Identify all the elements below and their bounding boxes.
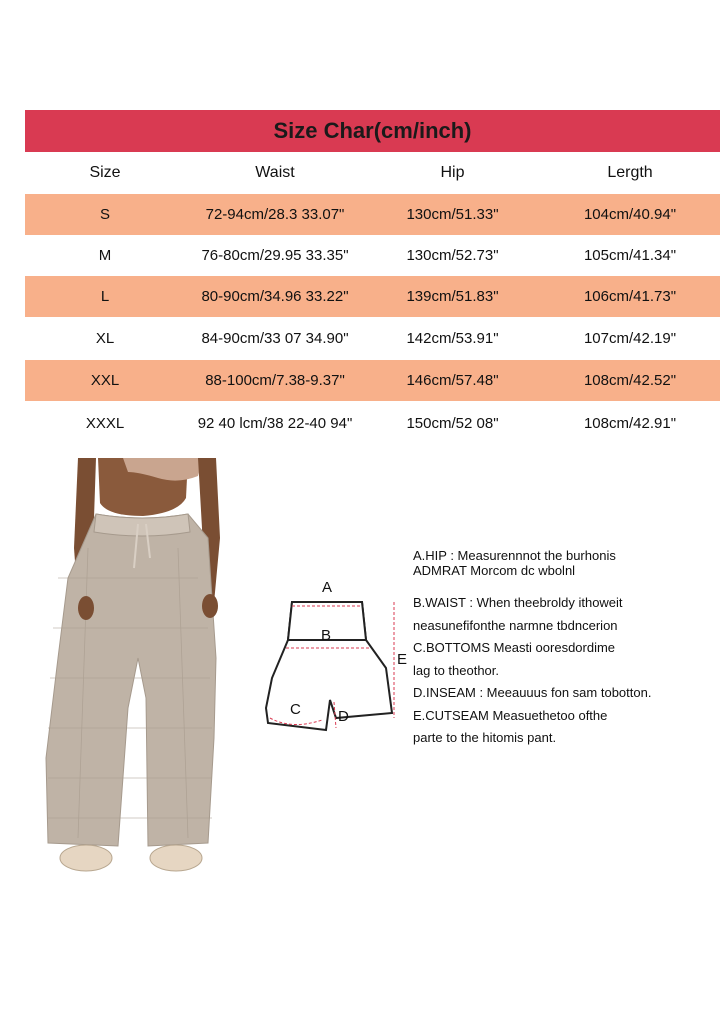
table-row [25, 317, 720, 360]
table-row [25, 276, 720, 317]
note-line: ADMRAT Morcom dc wbolnl [413, 563, 576, 578]
hip-cell: 150cm/52 08" [406, 414, 499, 432]
size-cell: S [99, 206, 110, 223]
header-size: Size [89, 164, 121, 181]
length-cell: 107cm/42.19" [583, 330, 677, 347]
size-cell: XXXL [85, 414, 125, 432]
header-length: Lergth [607, 164, 653, 181]
length-cell: 108cm/42.91" [583, 414, 677, 432]
waist-cell: 88-100cm/7.38-9.37" [205, 372, 345, 389]
hip-cell: 130cm/51.33" [406, 206, 499, 223]
note-line: neasunefifonthe narmne tbdncerion [413, 617, 618, 633]
measurement-notes [413, 548, 713, 750]
length-cell: 104cm/40.94" [583, 206, 677, 223]
length-cell: 105cm/41.34" [583, 247, 677, 264]
hip-cell: 130cm/52.73" [406, 247, 499, 264]
size-chart-title: Size Char(cm/inch) [25, 110, 720, 152]
waist-cell: 72-94cm/28.3 33.07" [205, 206, 345, 223]
table-row [25, 194, 720, 235]
size-chart-table [25, 110, 720, 445]
note-line: parte to the hitomis pant. [413, 730, 557, 745]
label-d: D [338, 708, 349, 725]
hip-cell: 139cm/51.83" [406, 288, 499, 305]
header-waist: Waist [255, 164, 295, 181]
length-cell: 108cm/42.52" [583, 372, 677, 389]
measurement-diagram [262, 578, 412, 743]
table-row [25, 360, 720, 401]
label-c: C [290, 701, 301, 718]
size-cell: XL [95, 330, 115, 347]
note-line: A.HIP : Measurennnot the burhonis [413, 548, 616, 563]
product-photo [38, 458, 228, 883]
waist-cell: 80-90cm/34.96 33.22" [201, 288, 349, 305]
size-cell: XXL [90, 372, 120, 389]
waist-cell: 76-80cm/29.95 33.35" [201, 247, 349, 264]
note-line: C.BOTTOMS Measti ooresdordime [413, 640, 616, 655]
hip-cell: 142cm/53.91" [406, 330, 499, 347]
label-e: E [397, 651, 408, 668]
note-line: D.INSEAM : Meeauuus fon sam tobotton. [413, 685, 652, 700]
size-cell: L [100, 288, 110, 305]
note-line: B.WAIST : When theebroldy ithoweit [413, 595, 623, 610]
note-line: E.CUTSEAM Measuethetoo ofthe [413, 707, 608, 723]
length-cell: 106cm/41.73" [583, 288, 677, 305]
note-line: lag to theothor. [413, 662, 500, 678]
table-row [25, 235, 720, 276]
table-row [25, 401, 720, 445]
label-b: B [321, 627, 332, 644]
table-header-row [25, 152, 720, 194]
size-cell: M [98, 247, 112, 264]
waist-cell: 92 40 lcm/38 22-40 94" [197, 414, 353, 432]
header-hip: Hip [440, 164, 465, 181]
hip-cell: 146cm/57.48" [406, 372, 499, 389]
label-a: A [322, 579, 333, 596]
waist-cell: 84-90cm/33 07 34.90" [201, 330, 349, 347]
